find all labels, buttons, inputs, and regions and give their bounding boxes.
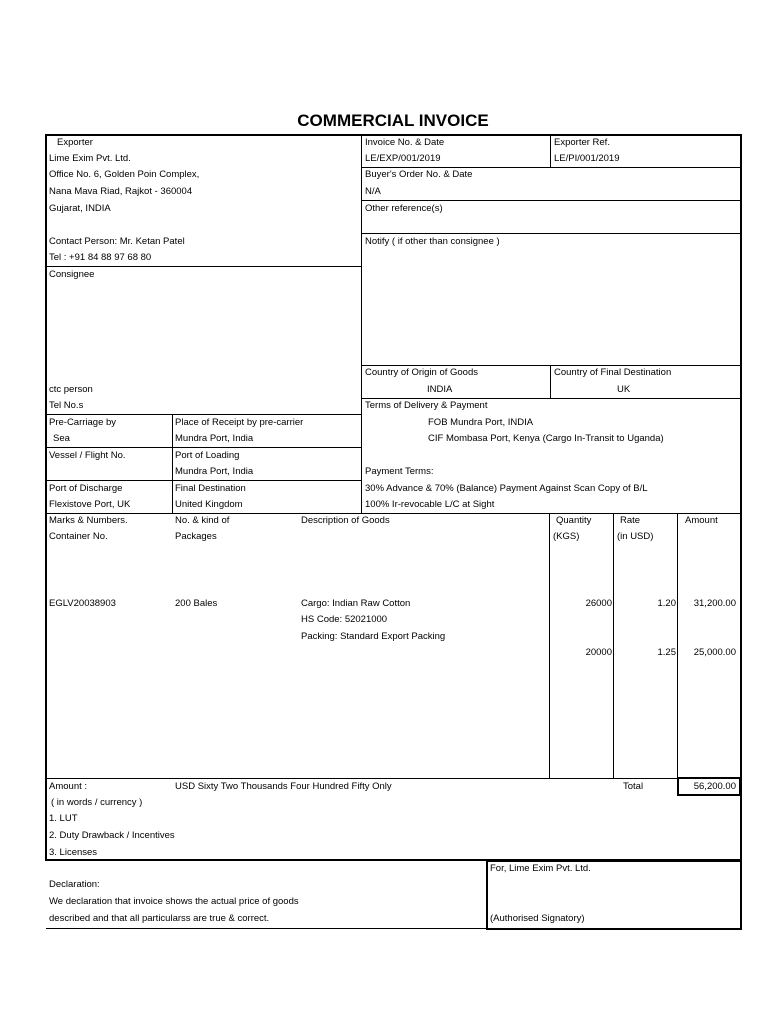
divider-rate (613, 513, 614, 778)
vessel-label: Vessel / Flight No. (49, 450, 126, 461)
row-1-amount: 31,200.00 (693, 598, 736, 609)
divider-origin-dest (550, 365, 551, 398)
terms-line-1: FOB Mundra Port, INDIA (428, 417, 534, 428)
line-goods-bottom (46, 778, 741, 779)
exporter-address-3: Gujarat, INDIA (49, 203, 111, 214)
line-pre-carriage-bottom (46, 447, 362, 448)
origin-label: Country of Origin of Goods (365, 367, 478, 378)
discharge-label: Port of Discharge (49, 483, 123, 494)
exporter-address-1: Office No. 6, Golden Poin Complex, (49, 169, 200, 180)
row-2-amount: 25,000.00 (693, 647, 736, 658)
payment-terms-label: Payment Terms: (365, 466, 434, 477)
declaration-line-1: We declaration that invoice shows the actual price of goods (49, 896, 299, 907)
description-line-3: Packing: Standard Export Packing (301, 631, 446, 642)
terms-label: Terms of Delivery & Payment (365, 400, 488, 411)
line-origin-bottom (362, 398, 741, 399)
divider-shipping (172, 414, 173, 513)
row-2-quantity: 20000 (585, 647, 612, 658)
row-2-rate: 1.25 (657, 647, 676, 658)
header-description: Description of Goods (301, 515, 390, 526)
divider-amount (677, 513, 678, 778)
header-kind: No. & kind of (175, 515, 230, 526)
header-marks: Marks & Numbers. (49, 515, 128, 526)
destination-value: UK (617, 384, 631, 395)
line-other-ref-bottom (362, 233, 741, 234)
document-title: COMMERCIAL INVOICE (297, 111, 489, 130)
header-kgs: (KGS) (553, 531, 580, 542)
loading-label: Port of Loading (175, 450, 240, 461)
header-container: Container No. (49, 531, 108, 542)
header-quantity: Quantity (556, 515, 592, 526)
note-drawback: 2. Duty Drawback / Incentives (49, 830, 175, 841)
line-exporter-bottom (46, 266, 362, 267)
header-in-usd: (in USD) (617, 531, 654, 542)
discharge-value: Flexistove Port, UK (49, 499, 131, 510)
line-notify-bottom (362, 365, 741, 366)
exporter-tel: Tel : +91 84 88 97 68 80 (49, 252, 152, 263)
destination-label: Country of Final Destination (554, 367, 672, 378)
note-licenses: 3. Licenses (49, 847, 98, 858)
declaration-bottom-line (46, 928, 487, 929)
consignee-ctc-person: ctc person (49, 384, 93, 395)
origin-value: INDIA (427, 384, 453, 395)
divider-main (361, 135, 362, 513)
divider-exporter-ref (550, 135, 551, 167)
other-reference-label: Other reference(s) (365, 203, 443, 214)
exporter-address-2: Nana Mava Riad, Rajkot - 360004 (49, 186, 193, 197)
amount-label: Amount : (49, 781, 88, 792)
amount-in-words: USD Sixty Two Thousands Four Hundred Fifty Only (175, 781, 392, 792)
total-amount: 56,200.00 (693, 781, 736, 792)
exporter-contact: Contact Person: Mr. Ketan Patel (49, 236, 185, 247)
exporter-label: Exporter (57, 137, 93, 148)
row-1-quantity: 26000 (585, 598, 612, 609)
consignee-tel: Tel No.s (49, 400, 84, 411)
row-1-rate: 1.20 (657, 598, 676, 609)
signatory-label: (Authorised Signatory) (490, 913, 585, 924)
invoice-label: Invoice No. & Date (365, 137, 445, 148)
receipt-label: Place of Receipt by pre-carrier (175, 417, 304, 428)
line-consignee-bottom (46, 414, 362, 415)
description-line-1: Cargo: Indian Raw Cotton (301, 598, 411, 609)
header-packages: Packages (175, 531, 217, 542)
loading-value: Mundra Port, India (175, 466, 254, 477)
packages-value: 200 Bales (175, 598, 218, 609)
terms-line-2: CIF Mombasa Port, Kenya (Cargo In-Transit to Uganda) (428, 433, 664, 444)
line-vessel-bottom (46, 480, 362, 481)
total-label: Total (623, 781, 644, 792)
exporter-ref-label: Exporter Ref. (554, 137, 610, 148)
payment-terms-line-1: 30% Advance & 70% (Balance) Payment Against Scan Copy of B/L (365, 483, 648, 494)
amount-words-label: ( in words / currency ) (51, 797, 143, 808)
signatory-company: For, Lime Exim Pvt. Ltd. (490, 863, 591, 874)
declaration-line-2: described and that all particularss are true & correct. (49, 913, 270, 924)
final-destination-label: Final Destination (175, 483, 246, 494)
invoice-value: LE/EXP/001/2019 (365, 153, 441, 164)
header-amount: Amount (685, 515, 718, 526)
pre-carriage-label: Pre-Carriage by (49, 417, 117, 428)
pre-carriage-value: Sea (53, 433, 70, 444)
receipt-value: Mundra Port, India (175, 433, 254, 444)
declaration-label: Declaration: (49, 879, 100, 890)
buyers-order-value: N/A (365, 186, 381, 197)
final-destination-value: United Kingdom (175, 499, 243, 510)
line-buyers-order-bottom (362, 200, 741, 201)
exporter-ref-value: LE/PI/001/2019 (554, 153, 620, 164)
description-line-2: HS Code: 52021000 (301, 614, 388, 625)
line-invoice-bottom (362, 167, 741, 168)
notify-label: Notify ( if other than consignee ) (365, 236, 500, 247)
line-goods-top (46, 513, 741, 514)
note-lut: 1. LUT (49, 813, 78, 824)
payment-terms-line-2: 100% Ir-revocable L/C at Sight (365, 499, 495, 510)
container-number: EGLV20038903 (49, 598, 116, 609)
buyers-order-label: Buyer's Order No. & Date (365, 169, 473, 180)
divider-quantity (549, 513, 550, 778)
consignee-label: Consignee (49, 269, 95, 280)
exporter-name: Lime Exim Pvt. Ltd. (49, 153, 131, 164)
header-rate: Rate (620, 515, 641, 526)
